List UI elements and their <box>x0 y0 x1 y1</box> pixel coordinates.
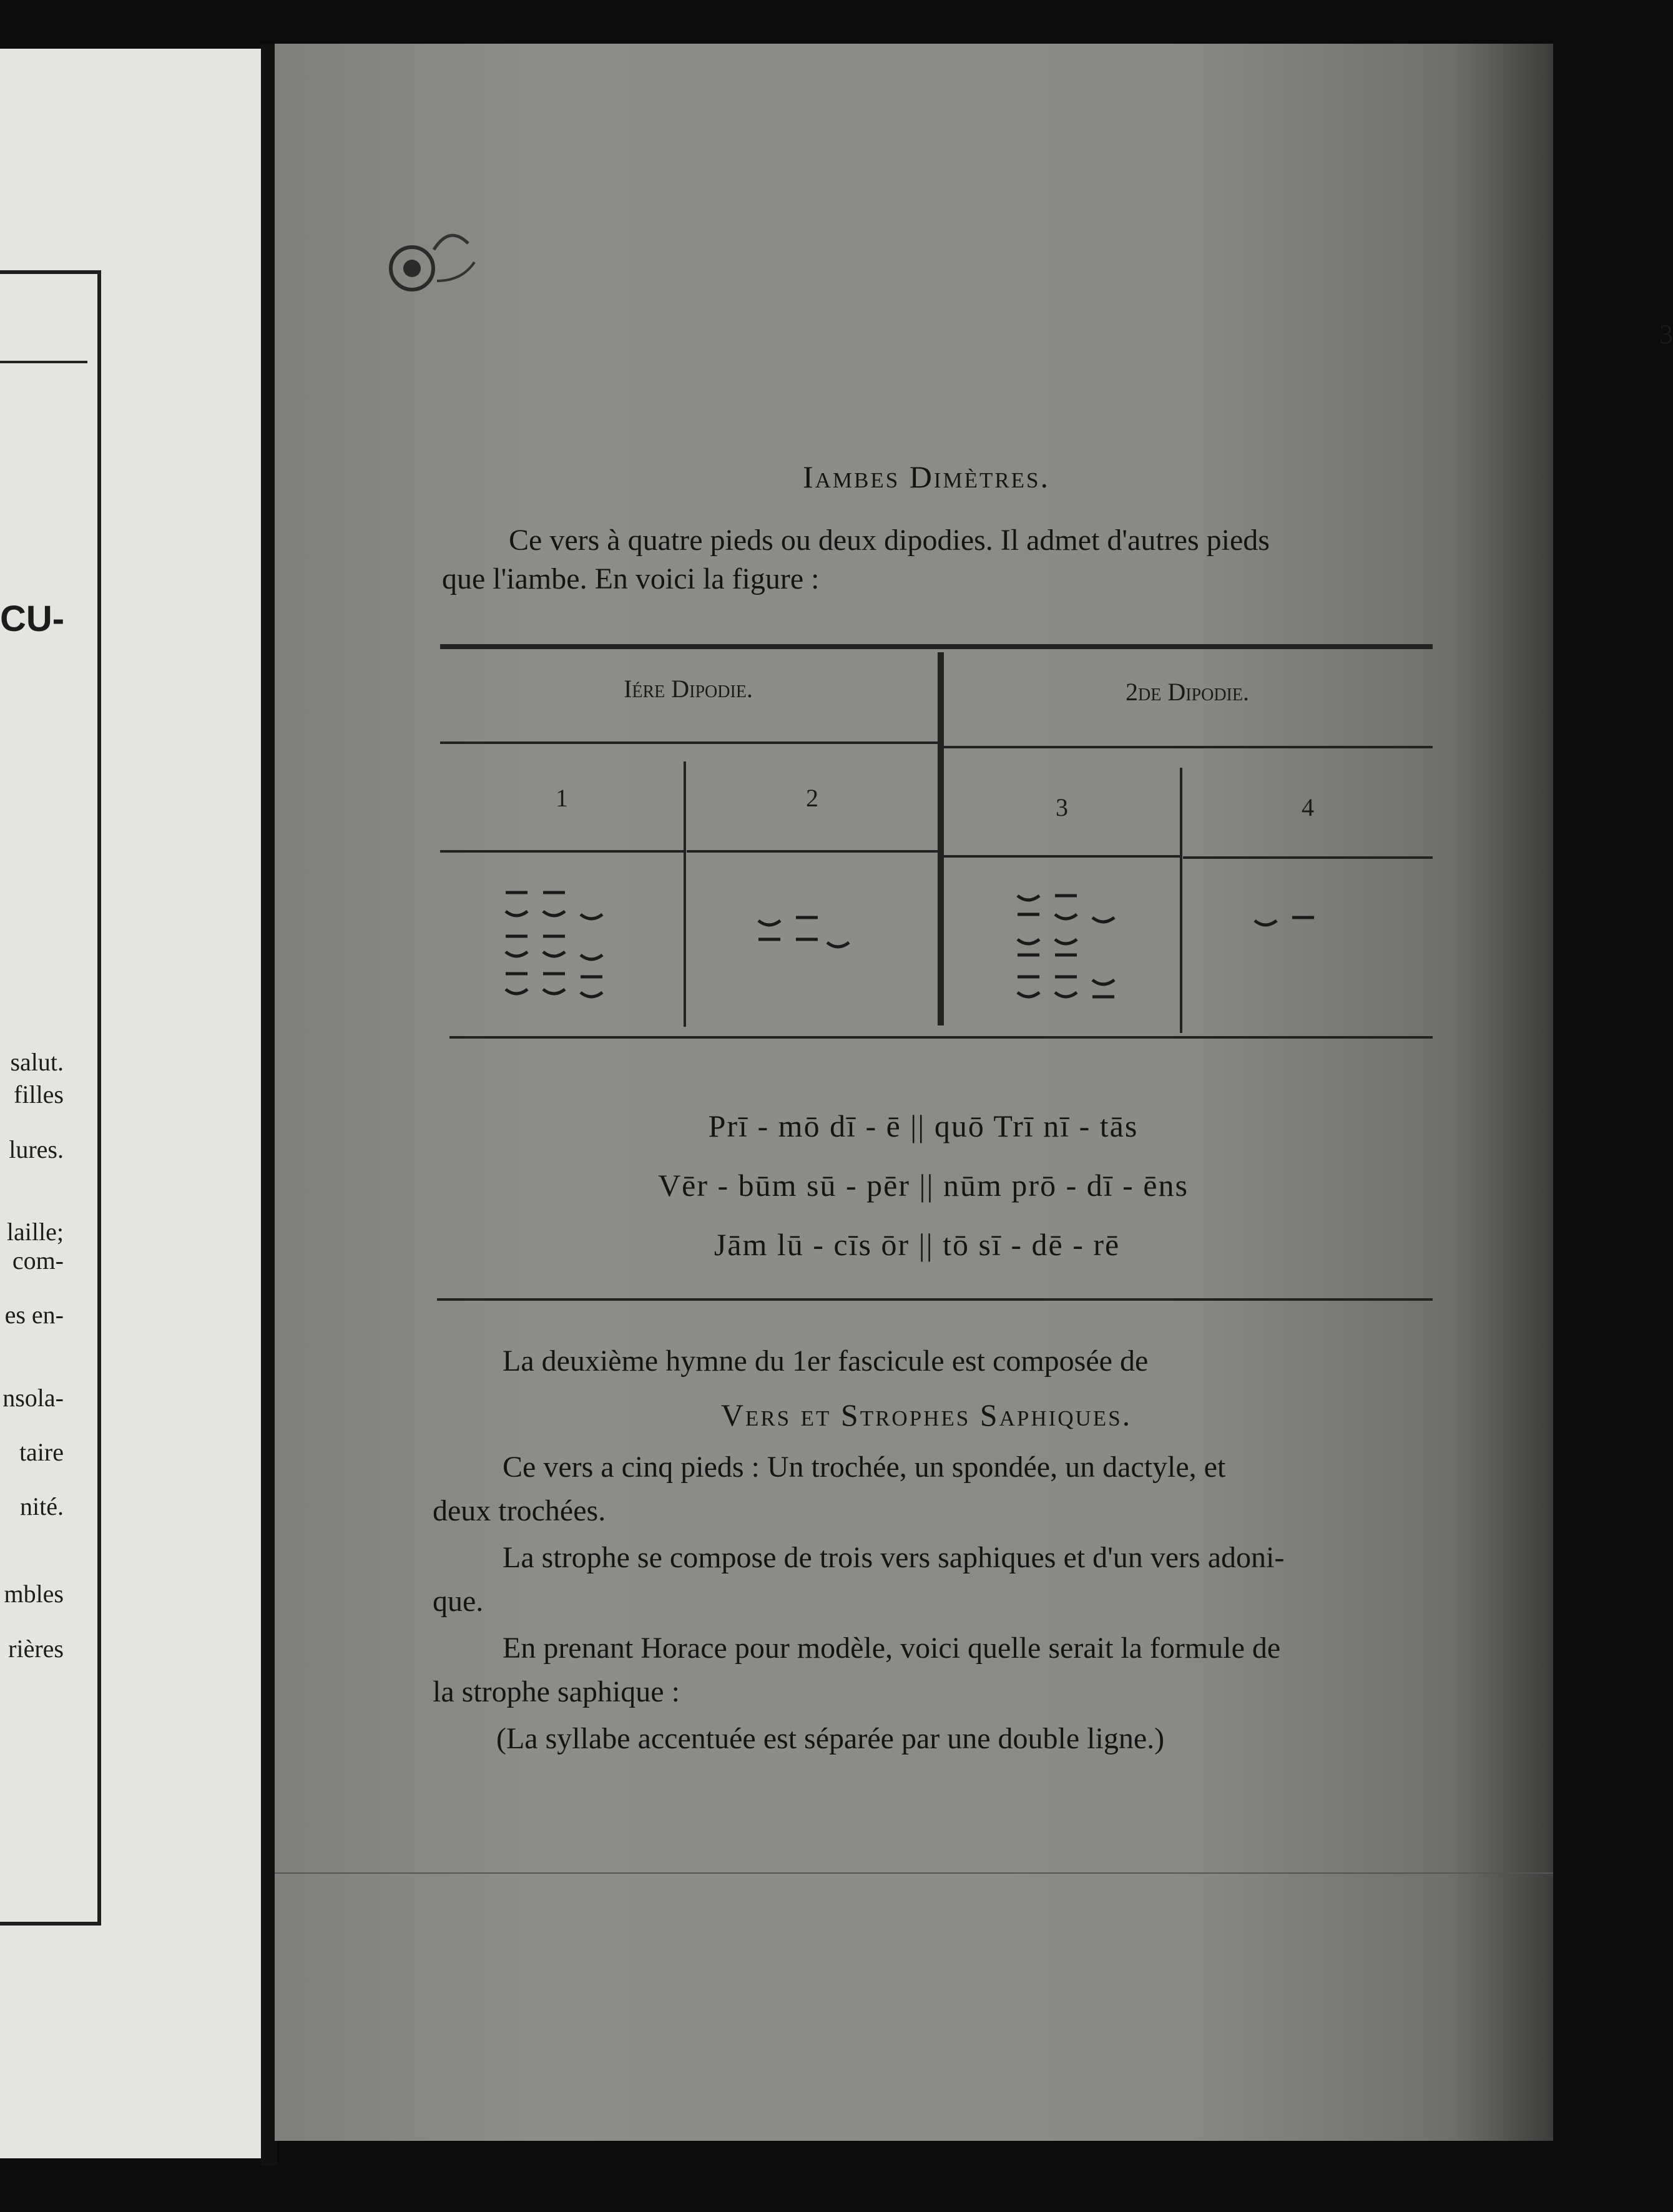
left-text-fragment: lures. <box>9 1135 64 1163</box>
left-text-fragment: salut. <box>10 1048 64 1076</box>
dipodie-2-label: 2de Dipodie. <box>1126 678 1249 706</box>
left-page-fragment <box>0 49 268 2158</box>
page-number: 3 <box>1659 319 1673 350</box>
meter-symbols-foot-1 <box>499 886 637 1011</box>
meter-symbols-foot-4 <box>1249 908 1348 946</box>
ink-stain-ornament <box>375 187 487 312</box>
foot-number-4: 4 <box>1302 793 1314 821</box>
foot-number-1: 1 <box>556 784 568 812</box>
left-text-fragment: nsola- <box>2 1384 64 1412</box>
foot-number-2: 2 <box>806 784 818 812</box>
paragraph-line: En prenant Horace pour modèle, voici quelle serait la formule de <box>503 1632 1281 1665</box>
table-foot-rule <box>944 855 1180 858</box>
table-row-rule <box>944 746 1433 748</box>
paragraph-line: La strophe se compose de trois vers saphiques et d'un vers adoni- <box>503 1541 1285 1574</box>
meter-symbols-foot-2 <box>752 911 865 961</box>
table-row-rule <box>440 741 938 744</box>
section-title-saphiques: Vers et Strophes Saphiques. <box>720 1397 1132 1432</box>
paragraph-line: La deuxième hymne du 1er fascicule est composée de <box>503 1344 1149 1378</box>
paragraph-line: Ce vers à quatre pieds ou deux dipodies. Il admet d'autres pieds <box>509 524 1270 557</box>
verse-line-2: Vēr - būm sū - pēr || nūm prō - dī - ēns <box>658 1168 1189 1203</box>
table-foot-rule <box>687 850 938 853</box>
paragraph-line: deux trochées. <box>433 1494 606 1527</box>
left-text-fragment: com- <box>12 1246 64 1275</box>
table-foot-rule <box>1183 856 1433 859</box>
foot-number-3: 3 <box>1056 793 1068 821</box>
left-page-heading-fragment: CU- <box>0 599 65 639</box>
table-foot-divider <box>1180 768 1182 1033</box>
left-text-fragment: laille; <box>6 1218 64 1246</box>
paragraph-line: (La syllabe accentuée est séparée par une double ligne.) <box>496 1722 1165 1755</box>
verse-line-1: Prī - mō dī - ē || quō Trī nī - tās <box>708 1108 1139 1143</box>
paragraph-line: que. <box>433 1585 484 1618</box>
paragraph-line: la strophe saphique : <box>433 1675 680 1708</box>
section-divider-rule <box>437 1298 1433 1301</box>
left-text-fragment: mbles <box>4 1580 64 1608</box>
table-top-rule <box>440 644 1433 649</box>
left-text-fragment: rières <box>8 1635 64 1663</box>
dipodie-1-label: Iére Dipodie. <box>624 675 753 703</box>
paragraph-line: Ce vers a cinq pieds : Un trochée, un spondée, un dactyle, et <box>503 1451 1226 1484</box>
paragraph-line: que l'iambe. En voici la figure : <box>442 562 820 595</box>
right-page <box>275 44 1673 2141</box>
verse-line-3: Jām lū - cīs ōr || tō sī - dē - rē <box>714 1227 1121 1262</box>
left-text-fragment: taire <box>19 1438 64 1466</box>
scan-artifact-line <box>275 1872 1553 1874</box>
table-center-divider <box>938 652 944 1025</box>
meter-symbols-foot-3 <box>1011 889 1149 1014</box>
left-text-fragment: nité. <box>20 1492 64 1520</box>
left-text-fragment: es en- <box>4 1301 64 1329</box>
section-title-iambes: Iambes Dimètres. <box>802 459 1051 494</box>
left-page-rule <box>0 361 87 363</box>
table-bottom-rule <box>449 1036 1433 1039</box>
table-foot-rule <box>440 850 684 853</box>
table-foot-divider <box>684 761 686 1027</box>
left-text-fragment: filles <box>14 1080 64 1108</box>
